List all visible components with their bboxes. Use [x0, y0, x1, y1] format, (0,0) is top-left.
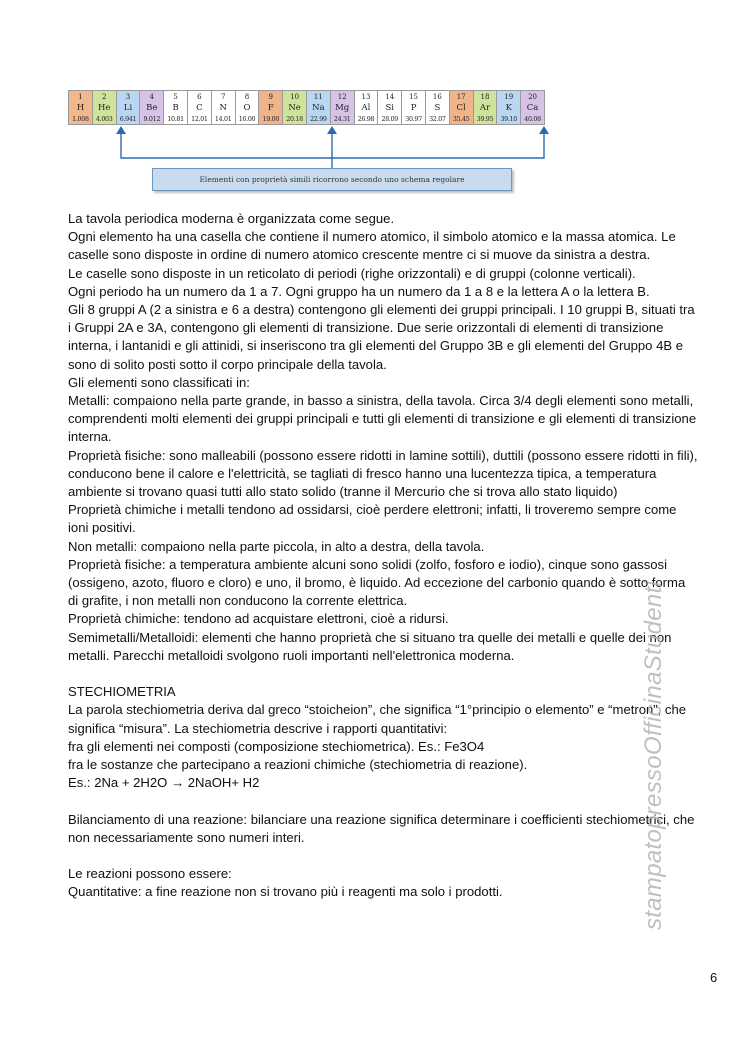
- element-symbol: Ne: [288, 103, 301, 113]
- atomic-number: 9: [268, 93, 273, 101]
- atomic-mass: 4.003: [95, 116, 113, 123]
- atomic-mass: 9.012: [143, 116, 161, 123]
- element-symbol: Be: [146, 103, 158, 113]
- atomic-mass: 16.00: [238, 116, 256, 123]
- paragraph: Gli 8 gruppi A (2 a sinistra e 6 a destra) contengono gli elementi dei gruppi principali. I 10 gruppi B, situati tra i Gruppi 2A e 3A, contengono gli elementi di transizione. Due serie orizzontali di elementi di transizione interna, i lantanidi e gli attinidi, si inseriscono tra gli elementi del Gruppo 3B e gli elementi del Gruppo 4B e sono di solito posti sotto il corpo principale della tavola.: [68, 302, 695, 372]
- paragraph: Metalli: compaiono nella parte grande, in basso a sinistra, della tavola. Circa 3/4 degli elementi sono metalli, comprendenti molti elementi dei gruppi principali e tutti gli elementi di transizione e gli elementi di transizione interna.: [68, 393, 697, 445]
- element-symbol: He: [97, 103, 111, 113]
- paragraph: Gli elementi sono classificati in:: [68, 374, 250, 390]
- section-title: STECHIOMETRIA: [68, 684, 176, 700]
- element-symbol: F: [267, 103, 274, 113]
- atomic-number: 10: [290, 93, 300, 101]
- atomic-number: 2: [101, 93, 107, 101]
- paragraph: Semimetalli/Metalloidi: elementi che hanno proprietà che si situano tra quelle dei metalli e quelle dei non metalli. Parecchi metalloidi svolgono ruoli importanti nell'elettronica moderna.: [68, 629, 672, 663]
- atomic-number: 5: [173, 93, 178, 101]
- atomic-number: 4: [149, 93, 155, 101]
- page-number: 6: [710, 970, 718, 985]
- paragraph: fra le sostanze che partecipano a reazioni chimiche (stechiometria di reazione).: [68, 757, 528, 773]
- element-symbol: Na: [312, 103, 325, 113]
- atomic-mass: 30.97: [405, 116, 422, 123]
- figure-caption: Elementi con proprietà simili ricorrono secondo uno schema regolare: [152, 168, 512, 191]
- atomic-mass: 14.01: [214, 116, 232, 123]
- atomic-number: 14: [385, 93, 395, 101]
- element-symbol: S: [434, 103, 441, 113]
- periodic-strip-figure: [0, 0, 744, 210]
- atomic-number: 3: [125, 93, 131, 101]
- spacer: [68, 792, 698, 810]
- paragraph: La tavola periodica moderna è organizzata come segue.: [68, 211, 395, 226]
- atomic-mass: 40.08: [524, 116, 541, 123]
- atomic-number: 19: [504, 93, 514, 101]
- arrowhead-left: [116, 126, 126, 134]
- atomic-number: 18: [480, 93, 490, 101]
- atomic-mass: 1.008: [72, 116, 89, 123]
- element-symbol: P: [410, 103, 417, 113]
- paragraph: Es.: 2Na + 2H2O → 2NaOH+ H2: [68, 775, 260, 791]
- atomic-mass: 24.31: [333, 116, 351, 123]
- atomic-mass: 32.07: [429, 116, 446, 123]
- atomic-number: 1: [78, 93, 83, 101]
- element-symbol: Mg: [335, 103, 350, 113]
- paragraph: Quantitative: a fine reazione non si trovano più i reagenti ma solo i prodotti.: [68, 884, 503, 900]
- paragraph: Bilanciamento di una reazione: bilanciare una reazione significa determinare i coefficienti stechiometrici, che non necessariamente sono numeri interi.: [68, 811, 695, 845]
- arrowhead-right: [539, 126, 549, 134]
- paragraph: Ogni elemento ha una casella che contiene il numero atomico, il simbolo atomico e la massa atomica. Le caselle sono disposte in ordine di numero atomico crescente mentre ci si muove da sinistra a destra.: [68, 229, 676, 263]
- document-body: [68, 210, 698, 902]
- atomic-number: 8: [244, 93, 250, 101]
- paragraph: Non metalli: compaiono nella parte piccola, in alto a destra, della tavola.: [68, 538, 485, 554]
- element-symbol: Al: [361, 103, 371, 113]
- atomic-mass: 39.10: [500, 116, 517, 123]
- atomic-mass: 20.18: [286, 116, 303, 123]
- element-symbol: Ar: [479, 103, 491, 113]
- paragraph: Proprietà fisiche: a temperatura ambiente alcuni sono solidi (zolfo, fosforo e iodio), cinque sono gassosi (ossigeno, azoto, fluoro e cloro) e uno, il bromo, è liquido. Ad eccezione del carbonio quando è sotto forma di grafite, i non metalli non conducono la corrente elettrica.: [68, 556, 686, 609]
- atomic-mass: 28.09: [381, 116, 399, 123]
- paragraph: Proprietà chimiche i metalli tendono ad ossidarsi, cioè perdere elettroni; infatti, li troveremo sempre come ioni positivi.: [68, 502, 677, 536]
- atomic-mass: 12.01: [191, 116, 208, 123]
- atomic-number: 12: [337, 93, 347, 101]
- atomic-mass: 35.45: [452, 116, 470, 123]
- element-symbol: C: [196, 103, 203, 113]
- atomic-mass: 19.00: [262, 116, 280, 123]
- element-symbol: N: [219, 103, 227, 113]
- atomic-mass: 6.941: [119, 116, 137, 123]
- element-symbol: K: [505, 103, 512, 113]
- element-symbol: O: [243, 103, 251, 113]
- element-symbol: Si: [385, 103, 395, 113]
- atomic-mass: 39.95: [476, 116, 494, 123]
- atomic-number: 17: [456, 93, 466, 101]
- paragraph: fra gli elementi nei composti (composizione stechiometrica). Es.: Fe3O4: [68, 738, 485, 754]
- atomic-mass: 22.99: [310, 116, 327, 123]
- element-symbol: Li: [123, 103, 133, 113]
- atomic-number: 20: [528, 93, 537, 101]
- spacer: [68, 665, 698, 683]
- atomic-number: 13: [361, 93, 371, 101]
- watermark: stampatopressoOfficinaStudenti: [640, 580, 667, 930]
- atomic-mass: 26.98: [357, 116, 375, 123]
- element-symbol: Cl: [456, 103, 466, 113]
- atomic-mass: 10.81: [167, 116, 184, 123]
- paragraph: Le caselle sono disposte in un reticolato di periodi (righe orizzontali) e di gruppi (colonne verticali).: [68, 265, 636, 281]
- paragraph: Proprietà fisiche: sono malleabili (possono essere ridotti in lamine sottili), duttili (possono essere ridotti in fili), conducono bene il calore e l'elettricità, se tagliati di fresco hanno una lucentezza tipica, a temperatura ambiente si trovano quasi tutti allo stato solido (tranne il Mercurio che si trova allo stato liquido): [68, 447, 698, 500]
- atomic-number: 7: [220, 93, 226, 101]
- element-symbol: Ca: [526, 103, 539, 113]
- paragraph: Proprietà chimiche: tendono ad acquistare elettroni, cioè a ridursi.: [68, 611, 449, 627]
- element-symbol: H: [76, 103, 85, 113]
- atomic-number: 16: [432, 93, 442, 101]
- atomic-number: 6: [197, 93, 202, 101]
- paragraph: Ogni periodo ha un numero da 1 a 7. Ogni gruppo ha un numero da 1 a 8 e la lettera A o la lettera B.: [68, 283, 650, 299]
- paragraph: La parola stechiometria deriva dal greco “stoicheion”, che significa “1°principio o elemento” e “metron”, che significa “misura”. La stechiometria descrive i rapporti quantitativi:: [68, 702, 687, 736]
- paragraph: Le reazioni possono essere:: [68, 866, 232, 882]
- element-symbol: B: [172, 103, 179, 113]
- atomic-number: 15: [409, 93, 419, 101]
- atomic-number: 11: [313, 93, 323, 101]
- arrowhead-mid: [327, 126, 337, 134]
- spacer: [68, 847, 698, 865]
